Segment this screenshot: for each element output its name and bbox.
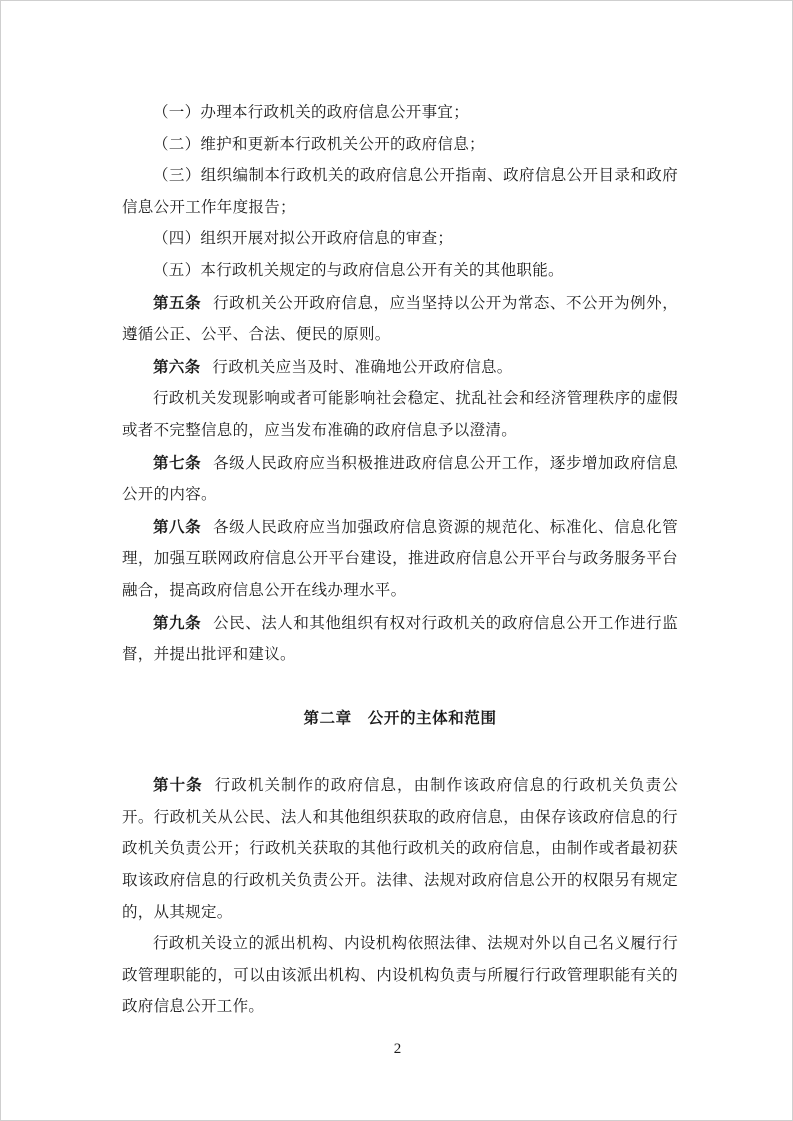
list-item: （一）办理本行政机关的政府信息公开事宜； xyxy=(153,103,470,121)
article-9 xyxy=(122,607,678,671)
article-heading: 第七条 xyxy=(153,452,202,472)
list-item: （五）本行政机关规定的与政府信息公开有关的其他职能。 xyxy=(153,260,564,279)
article-7 xyxy=(122,447,678,511)
list-item: （三）组织编制本行政机关的政府信息公开指南、政府信息公开目录和政府信息公开工作年度报告； xyxy=(122,166,678,216)
article-10 xyxy=(122,769,678,928)
page-content xyxy=(122,97,678,1023)
article-text: 各级人民政府应当加强政府信息资源的规范化、标准化、信息化管理，加强互联网政府信息公开平台建设，推进政府信息公开平台与政务服务平台融合，提高政府信息公开在线办理水平。 xyxy=(122,517,679,599)
article-6 xyxy=(122,351,678,384)
article-heading: 第十条 xyxy=(153,775,203,795)
chapter-heading xyxy=(122,671,678,770)
article-text: 行政机关公开政府信息，应当坚持以公开为常态、不公开为例外，遵循公正、公平、合法、便民的原则。 xyxy=(122,293,679,344)
chapter-title: 公开的主体和范围 xyxy=(367,707,497,727)
list-item: （四）组织开展对拟公开政府信息的审查； xyxy=(153,229,454,248)
article-text: 行政机关制作的政府信息，由制作该政府信息的行政机关负责公开。行政机关从公民、法人和其他组织获取的政府信息，由保存该政府信息的行政机关负责公开；行政机关获取的其他行政机关的政府信息，由制作或者最初获取该政府信息的行政机关负责公开。法律、法规对政府信息公开的权限另有规定的，从其规定。 xyxy=(122,776,679,921)
article-5 xyxy=(122,287,678,351)
article-10-paragraph-2: 行政机关设立的派出机构、内设机构依照法律、法规对外以自己名义履行行政管理职能的，可以由该派出机构、内设机构负责与所履行行政管理职能有关的政府信息公开工作。 xyxy=(122,934,678,1016)
article-heading: 第九条 xyxy=(153,612,202,632)
page-number: 2 xyxy=(393,1041,402,1057)
list-item: （二）维护和更新本行政机关公开的政府信息； xyxy=(153,134,485,153)
article-heading: 第八条 xyxy=(153,516,202,536)
article-heading: 第六条 xyxy=(153,356,201,376)
article-heading: 第五条 xyxy=(153,292,202,312)
chapter-number: 第二章 xyxy=(303,707,352,727)
article-text: 行政机关应当及时、准确地公开政府信息。 xyxy=(212,357,513,376)
article-text: 公民、法人和其他组织有权对行政机关的政府信息公开工作进行监督，并提出批评和建议。 xyxy=(122,613,679,664)
article-text: 各级人民政府应当积极推进政府信息公开工作，逐步增加政府信息公开的内容。 xyxy=(122,453,679,504)
article-6-paragraph-2: 行政机关发现影响或者可能影响社会稳定、扰乱社会和经济管理秩序的虚假或者不完整信息的，应当发布准确的政府信息予以澄清。 xyxy=(122,389,678,439)
article-8 xyxy=(122,511,678,607)
